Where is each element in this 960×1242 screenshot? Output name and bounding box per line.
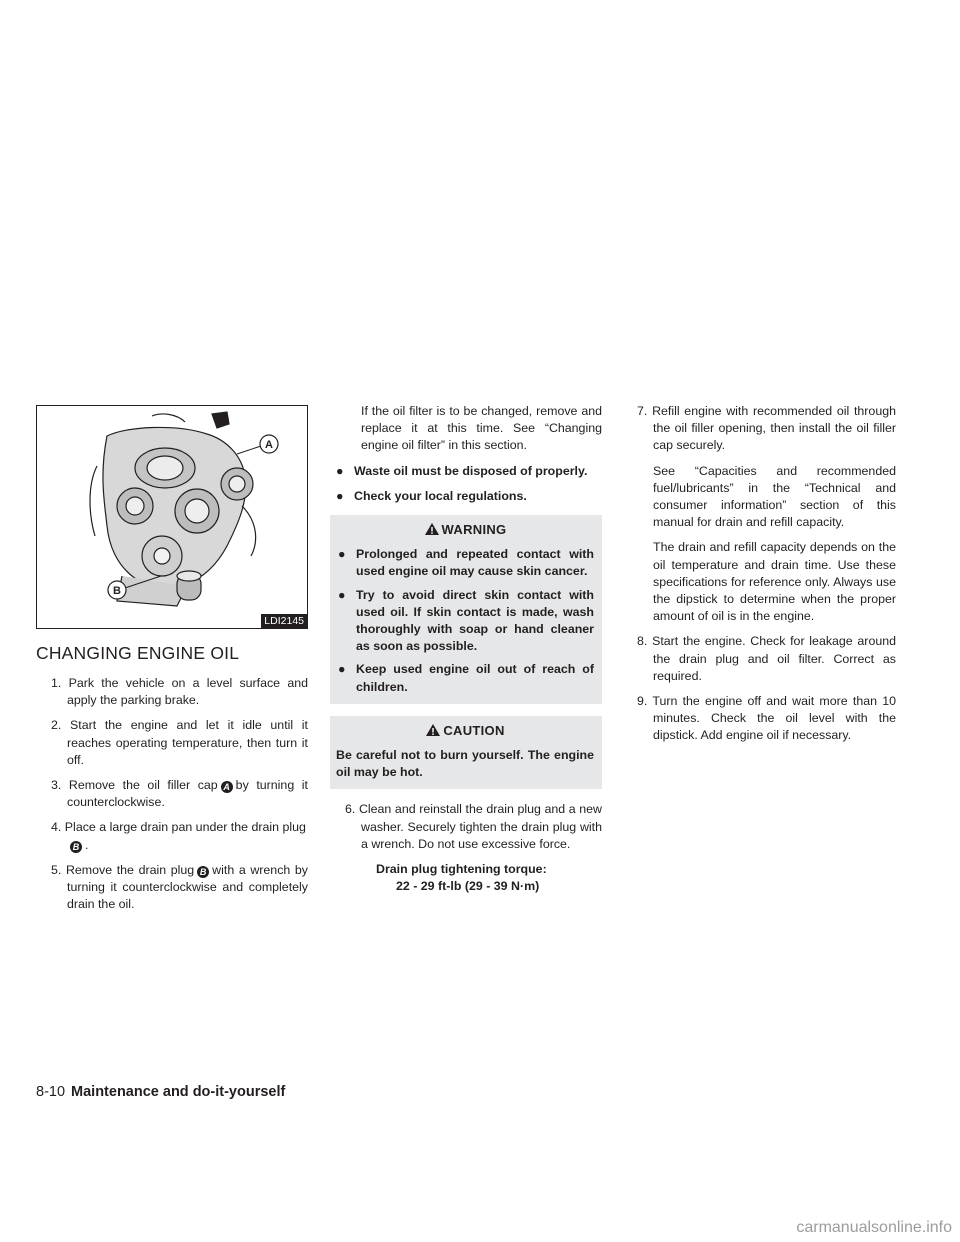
caution-triangle-icon (425, 723, 441, 741)
caution-title: CAUTION (336, 722, 594, 741)
step-7-capacity-note: The drain and refill capacity depends on the oil temperature and drain time. Use these specifications for reference only. Always use the dipstick to determine when the proper amount of oil is in the engine. (653, 540, 896, 624)
figure-code: LDI2145 (261, 614, 307, 628)
torque-value: 22 - 29 ft-lb (29 - 39 N·m) (396, 879, 540, 894)
warning-item: ● Keep used engine oil out of reach of children. (338, 662, 594, 694)
warning-item: ● Try to avoid direct skin contact with used oil. If skin contact is made, wash thoroughly with soap or hand cleaner as soon as possible. (338, 587, 594, 654)
step-7: 7. Refill engine with recommended oil through the oil filler opening, then install the oil filler cap securely. (637, 404, 896, 453)
caution-text: Be careful not to burn yourself. The engine oil may be hot. (336, 748, 594, 780)
warning-triangle-icon (424, 522, 440, 540)
step-3: 3. Remove the oil filler cap A by turning it counterclockwise. (51, 778, 308, 810)
page-footer (36, 1083, 285, 1101)
step-7-capacities-ref: See “Capacities and recommended fuel/lubricants” in the “Technical and consumer information” section of this manual for drain and refill capacity. (653, 463, 896, 530)
step-5: 5. Remove the drain plug B with a wrench by turning it counterclockwise and completely drain the oil. (51, 862, 308, 912)
step-6: 6. Clean and reinstall the drain plug and a new washer. Securely tighten the drain plug with a wrench. Do not use excessive force. (345, 802, 602, 851)
step-5-continued: If the oil filter is to be changed, remove and replace it at this time. See “Changing engine oil filter” in this section. (361, 404, 602, 453)
column-middle (330, 403, 602, 895)
callout-b-icon: B (197, 866, 209, 878)
callout-b-icon: B (70, 841, 82, 853)
callout-b-label: B (113, 585, 121, 597)
watermark: carmanualsonline.info (796, 1218, 952, 1236)
step-4: 4. Place a large drain pan under the drain plug B . (51, 820, 306, 852)
caution-box (330, 716, 602, 790)
column-right (622, 403, 896, 753)
warning-box (330, 515, 602, 704)
note-waste-oil: ● Waste oil must be disposed of properly. (336, 463, 588, 478)
step-2: 2. Start the engine and let it idle until it reaches operating temperature, then turn it off. (51, 718, 308, 767)
torque-label: Drain plug tightening torque: (376, 862, 547, 877)
footer-section-title: Maintenance and do-it-yourself (71, 1084, 286, 1100)
callout-a-icon: A (221, 781, 233, 793)
step-1: 1. Park the vehicle on a level surface and apply the parking brake. (51, 676, 308, 708)
page-number: 8-10 (36, 1084, 66, 1100)
warning-item: ● Prolonged and repeated contact with used engine oil may cause skin cancer. (338, 547, 594, 579)
note-local-regulations: ● Check your local regulations. (336, 488, 527, 503)
warning-title: WARNING (336, 521, 594, 540)
section-title: CHANGING ENGINE OIL (36, 643, 240, 663)
engine-illustration (37, 406, 307, 628)
step-9: 9. Turn the engine off and wait more than 10 minutes. Check the oil level with the dipstick. Add engine oil if necessary. (637, 694, 897, 743)
column-left (36, 405, 308, 921)
callout-a-label: A (265, 439, 273, 451)
step-8: 8. Start the engine. Check for leakage around the drain plug and oil filter. Correct as required. (637, 634, 897, 683)
engine-figure (36, 405, 308, 629)
